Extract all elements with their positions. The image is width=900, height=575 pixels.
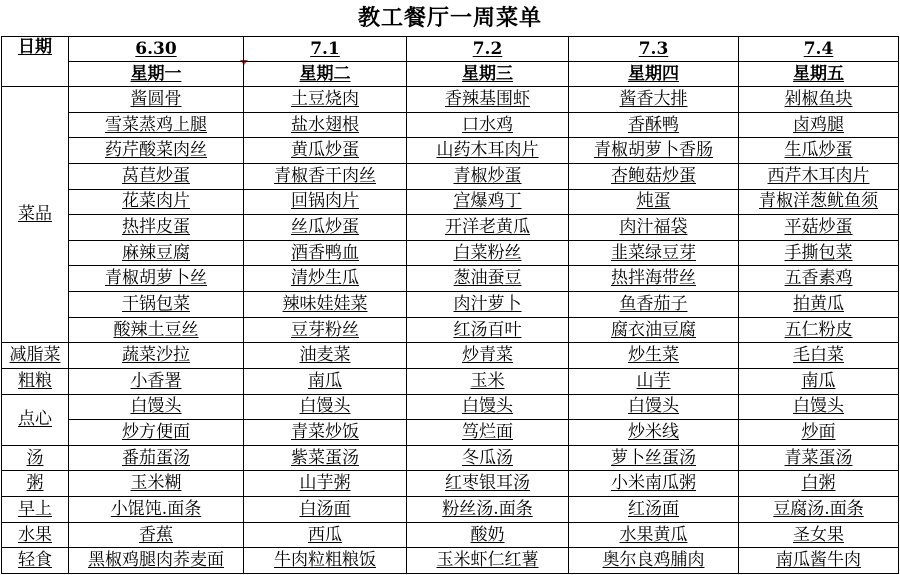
category-label: 菜品: [2, 87, 69, 343]
menu-row: [2, 266, 899, 292]
dish-cell: 莴苣炒蛋: [69, 163, 244, 189]
dish-cell: 白馒头: [407, 394, 569, 420]
dish-cell: 宫爆鸡丁: [407, 189, 569, 215]
dish-cell: 南瓜: [739, 368, 899, 394]
dish-cell: 小香署: [69, 368, 244, 394]
weekly-menu-table: [1, 36, 899, 574]
category-label: 水果: [2, 522, 69, 548]
dish-cell: 水果黄瓜: [569, 522, 739, 548]
dish-cell: 炒青菜: [407, 343, 569, 369]
dish-cell: 剁椒鱼块: [739, 87, 899, 113]
date-row: [2, 37, 899, 62]
category-label: 粥: [2, 471, 69, 497]
menu-row: [2, 240, 899, 266]
dish-cell: 炒面: [739, 420, 899, 446]
dish-cell: 牛肉粒粗粮饭: [244, 548, 407, 574]
weekday-cell: 星期二: [244, 62, 407, 87]
dish-cell: 南瓜酱牛肉: [739, 548, 899, 574]
dish-cell: 酒香鸭血: [244, 240, 407, 266]
dish-cell: 回锅肉片: [244, 189, 407, 215]
dish-cell: 拍黄瓜: [739, 292, 899, 318]
dish-cell: 圣女果: [739, 522, 899, 548]
menu-row: [2, 87, 899, 113]
dish-cell: 肉汁福袋: [569, 215, 739, 241]
dish-cell: 酸奶: [407, 522, 569, 548]
dish-cell: 五仁粉皮: [739, 317, 899, 343]
dish-cell: 葱油蚕豆: [407, 266, 569, 292]
dish-cell: 番茄蛋汤: [69, 445, 244, 471]
weekday-cell: 星期五: [739, 62, 899, 87]
dish-cell: 白粥: [739, 471, 899, 497]
dish-cell: 杏鲍菇炒蛋: [569, 163, 739, 189]
dish-cell: 五香素鸡: [739, 266, 899, 292]
dish-cell: 山芋: [569, 368, 739, 394]
dish-cell: 鱼香茄子: [569, 292, 739, 318]
menu-row: [2, 394, 899, 420]
menu-row: [2, 471, 899, 497]
dish-cell: 肉汁萝卜: [407, 292, 569, 318]
dish-cell: 生瓜炒蛋: [739, 138, 899, 164]
dish-cell: 白馒头: [69, 394, 244, 420]
menu-row: [2, 420, 899, 446]
dish-cell: 青椒胡萝卜香肠: [569, 138, 739, 164]
dish-cell: 酱圆骨: [69, 87, 244, 113]
weekday-cell: 星期四: [569, 62, 739, 87]
menu-row: [2, 548, 899, 574]
dish-cell: 南瓜: [244, 368, 407, 394]
dish-cell: 黑椒鸡腿肉荞麦面: [69, 548, 244, 574]
dish-cell: 奥尔良鸡脯肉: [569, 548, 739, 574]
category-label: 点心: [2, 394, 69, 445]
dish-cell: 白馒头: [244, 394, 407, 420]
dish-cell: 炒生菜: [569, 343, 739, 369]
dish-cell: 豆芽粉丝: [244, 317, 407, 343]
dish-cell: 油麦菜: [244, 343, 407, 369]
menu-row: [2, 215, 899, 241]
menu-row: [2, 445, 899, 471]
dish-cell: 冬瓜汤: [407, 445, 569, 471]
category-label: 汤: [2, 445, 69, 471]
dish-cell: 小米南瓜粥: [569, 471, 739, 497]
dish-cell: 开洋老黄瓜: [407, 215, 569, 241]
dish-cell: 萝卜丝蛋汤: [569, 445, 739, 471]
dish-cell: 山芋粥: [244, 471, 407, 497]
date-cell: 7.3: [569, 37, 739, 62]
dish-cell: 红枣银耳汤: [407, 471, 569, 497]
dish-cell: 卤鸡腿: [739, 112, 899, 138]
dish-cell: 青椒炒蛋: [407, 163, 569, 189]
menu-title: 教工餐厅一周菜单: [357, 5, 542, 31]
dish-cell: 腐衣油豆腐: [569, 317, 739, 343]
dish-cell: 热拌皮蛋: [69, 215, 244, 241]
dish-cell: 山药木耳肉片: [407, 138, 569, 164]
dish-cell: 药芹酸菜肉丝: [69, 138, 244, 164]
dish-cell: 口水鸡: [407, 112, 569, 138]
dish-cell: 辣味娃娃菜: [244, 292, 407, 318]
dish-cell: 麻辣豆腐: [69, 240, 244, 266]
dish-cell: 炖蛋: [569, 189, 739, 215]
dish-cell: 盐水翅根: [244, 112, 407, 138]
dish-cell: 花菜肉片: [69, 189, 244, 215]
menu-row: [2, 163, 899, 189]
dish-cell: 毛白菜: [739, 343, 899, 369]
dish-cell: 白菜粉丝: [407, 240, 569, 266]
dish-cell: 西芹木耳肉片: [739, 163, 899, 189]
dish-cell: 西瓜: [244, 522, 407, 548]
dish-cell: 平菇炒蛋: [739, 215, 899, 241]
dish-cell: 玉米: [407, 368, 569, 394]
dish-cell: 酱香大排: [569, 87, 739, 113]
dish-cell: 青椒洋葱鱿鱼须: [739, 189, 899, 215]
dish-cell: 热拌海带丝: [569, 266, 739, 292]
menu-row: [2, 317, 899, 343]
menu-row: [2, 292, 899, 318]
dish-cell: 黄瓜炒蛋: [244, 138, 407, 164]
dish-cell: 玉米糊: [69, 471, 244, 497]
dish-cell: 雪菜蒸鸡上腿: [69, 112, 244, 138]
dish-cell: 粉丝汤.面条: [407, 497, 569, 523]
menu-row: [2, 497, 899, 523]
dish-cell: 小馄饨.面条: [69, 497, 244, 523]
dish-cell: 玉米虾仁红薯: [407, 548, 569, 574]
dish-cell: 白馒头: [569, 394, 739, 420]
dish-cell: 酸辣土豆丝: [69, 317, 244, 343]
dish-cell: 白汤面: [244, 497, 407, 523]
date-cell: 6.30: [69, 37, 244, 62]
dish-cell: 香蕉: [69, 522, 244, 548]
date-label: 日期: [2, 37, 69, 87]
dish-cell: 丝瓜炒蛋: [244, 215, 407, 241]
dish-cell: 香辣基围虾: [407, 87, 569, 113]
menu-row: [2, 522, 899, 548]
dish-cell: 韭菜绿豆芽: [569, 240, 739, 266]
weekday-row: [2, 62, 899, 87]
menu-row: [2, 189, 899, 215]
dish-cell: 青椒胡萝卜丝: [69, 266, 244, 292]
category-label: 减脂菜: [2, 343, 69, 369]
dish-cell: 清炒生瓜: [244, 266, 407, 292]
date-cell: 7.2: [407, 37, 569, 62]
dish-cell: 紫菜蛋汤: [244, 445, 407, 471]
dish-cell: 土豆烧肉: [244, 87, 407, 113]
weekday-cell: 星期一: [69, 62, 244, 87]
menu-row: [2, 343, 899, 369]
menu-row: [2, 368, 899, 394]
dish-cell: 蔬菜沙拉: [69, 343, 244, 369]
dish-cell: 炒米线: [569, 420, 739, 446]
category-label: 早上: [2, 497, 69, 523]
weekday-cell: 星期三: [407, 62, 569, 87]
category-label: 轻食: [2, 548, 69, 574]
dish-cell: 青椒香干肉丝: [244, 163, 407, 189]
category-label: 粗粮: [2, 368, 69, 394]
date-cell: 7.1: [244, 37, 407, 62]
dish-cell: 炒方便面: [69, 420, 244, 446]
menu-row: [2, 112, 899, 138]
menu-row: [2, 138, 899, 164]
dish-cell: 笃烂面: [407, 420, 569, 446]
date-cell: 7.4: [739, 37, 899, 62]
dish-cell: 干锅包菜: [69, 292, 244, 318]
dish-cell: 白馒头: [739, 394, 899, 420]
dish-cell: 红汤百叶: [407, 317, 569, 343]
dish-cell: 红汤面: [569, 497, 739, 523]
dish-cell: 豆腐汤.面条: [739, 497, 899, 523]
dish-cell: 香酥鸭: [569, 112, 739, 138]
dish-cell: 青菜蛋汤: [739, 445, 899, 471]
dish-cell: 手撕包菜: [739, 240, 899, 266]
dish-cell: 青菜炒饭: [244, 420, 407, 446]
